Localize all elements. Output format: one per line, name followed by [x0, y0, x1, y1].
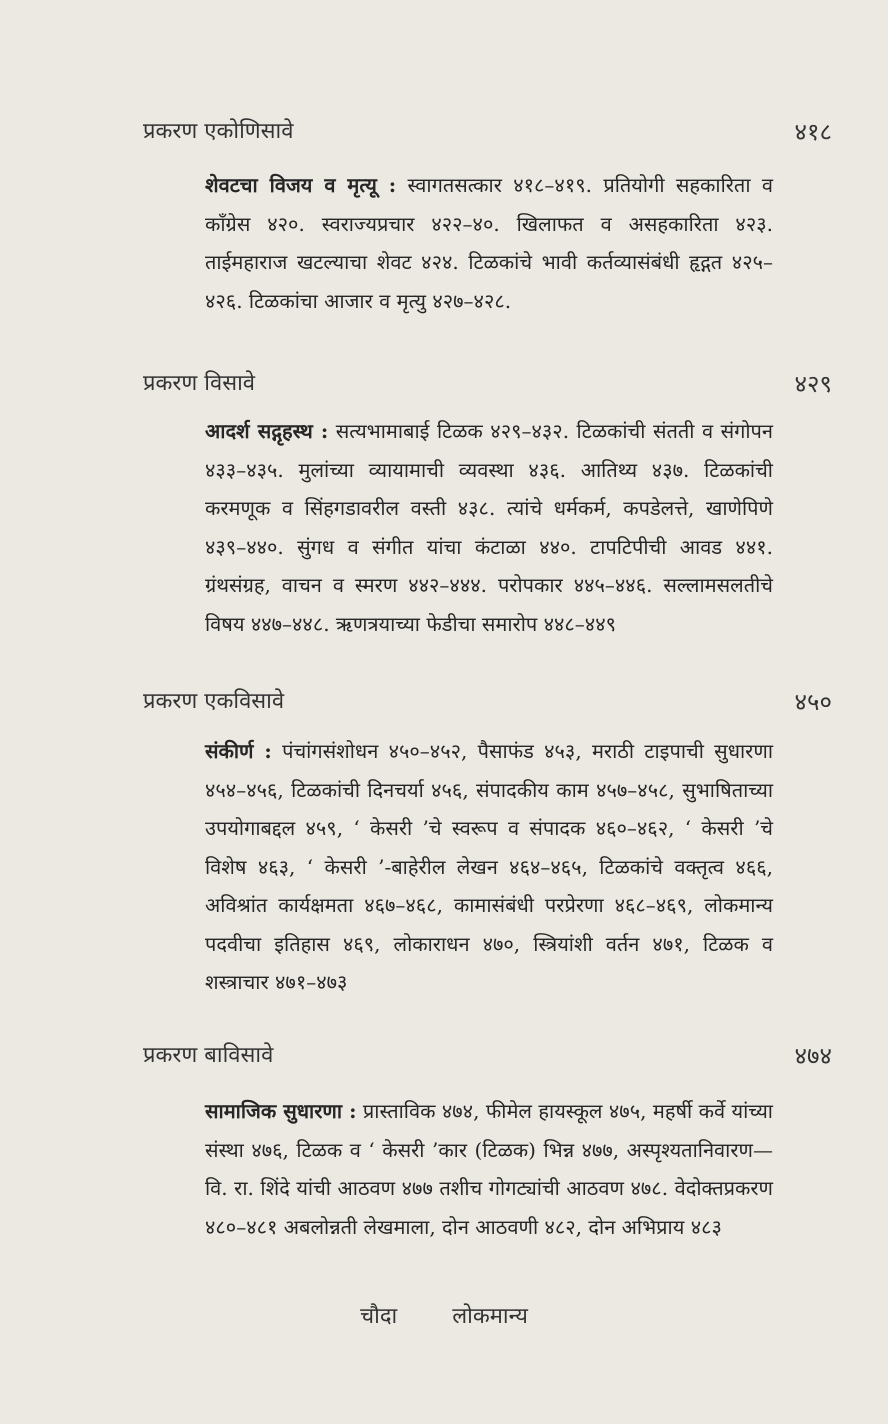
chapter-contents	[205, 412, 773, 643]
chapter-topic: सामाजिक सुधारणा :	[205, 1099, 357, 1123]
footer-book-title: लोकमान्य	[452, 1304, 528, 1329]
chapter-topic: आदर्श सद्गृहस्थ :	[205, 419, 329, 443]
chapter-text: पंचांगसंशोधन ४५०–४५२, पैसाफंड ४५३, मराठी टाइपाची सुधारणा ४५४–४५६, टिळकांची दिनचर्या ४५६, संपादकीय काम ४५७–४५८, सुभाषिताच्या उपयोगाबद्दल ४५९, ‘ केसरी ’चे स्वरूप व संपादक ४६०–४६२, ‘ केसरी ’चे विशेष ४६३, ‘ केसरी ’-बाहेरील लेखन ४६४–४६५, टिळकांचे वक्तृत्व ४६६, अविश्रांत कार्यक्षमता ४६७–४६८, कामासंबंधी परप्रेरणा ४६८–४६९, लोकमान्य पदवीचा इतिहास ४६९, लोकाराधन ४७०, स्त्रियांशी वर्तन ४७१, टिळक व शस्त्राचार ४७१–४७३	[205, 739, 774, 994]
chapter-text: स्वागतसत्कार ४१८–४१९. प्रतियोगी सहकारिता व कॉंग्रेस ४२०. स्वराज्यप्रचार ४२२–४०. खिलाफत व असहकारिता ४२३. ताईमहाराज खटल्याचा शेवट ४२४. टिळकांचे भावी कर्तव्यासंबंधी हृद्गत ४२५–४२६. टिळकांचा आजार व मृत्यु ४२७–४२८.	[205, 173, 773, 313]
chapter-text: सत्यभामाबाई टिळक ४२९–४३२. टिळकांची संतती व संगोपन ४३३–४३५. मुलांच्या व्यायामाची व्यवस्था ४३६. आतिथ्य ४३७. टिळकांची करमणूक व सिंहगडावरील वस्ती ४३८. त्यांचे धर्मकर्म, कपडेलत्ते, खाणेपिणे ४३९–४४०. सुंगध व संगीत यांचा कंटाळा ४४०. टापटिपीची आवड ४४१. ग्रंथसंग्रह, वाचन व स्मरण ४४२–४४४. परोपकार ४४५–४४६. सल्लामसलतीचे विषय ४४७–४४८. ऋणत्रयाच्या फेडीचा समारोप ४४८–४४९	[205, 419, 773, 636]
chapter-contents	[205, 1092, 773, 1246]
chapter-text: प्रास्ताविक ४७४, फीमेल हायस्कूल ४७५, महर्षी कर्वे यांच्या संस्था ४७६, टिळक व ‘ केसरी ’कार (टिळक) भिन्न ४७७, अस्पृश्यतानिवारण—वि. रा. शिंदे यांची आठवण ४७७ तशीच गोगट्यांची आठवण ४७८. वेदोक्तप्रकरण ४८०–४८१ अबलोन्नती लेखमाला, दोन आठवणी ४८२, दोन अभिप्राय ४८३	[205, 1099, 773, 1239]
chapter-title: प्रकरण बाविसावे	[143, 1043, 274, 1068]
chapter-page-number: ४७४	[794, 1042, 832, 1070]
chapter-page-number: ४५०	[794, 688, 832, 716]
chapter-21	[0, 680, 888, 994]
page-footer	[0, 1300, 888, 1330]
chapter-22	[0, 1034, 888, 1239]
chapter-contents	[205, 166, 773, 320]
chapter-page-number: ४१८	[794, 118, 832, 146]
chapter-title: प्रकरण एकविसावे	[143, 689, 285, 714]
chapter-heading	[0, 110, 888, 154]
chapter-19	[0, 110, 888, 313]
chapter-title: प्रकरण विसावे	[143, 371, 256, 396]
footer-page-label: चौदा	[360, 1304, 398, 1329]
chapter-heading	[0, 680, 888, 724]
chapter-title: प्रकरण एकोणिसावे	[143, 119, 294, 144]
chapter-topic: संकीर्ण :	[205, 739, 272, 763]
chapter-heading	[0, 1034, 888, 1078]
chapter-20	[0, 362, 888, 636]
chapter-page-number: ४२९	[794, 370, 832, 398]
chapter-heading	[0, 362, 888, 406]
chapter-topic: शेवटचा विजय व मृत्यू :	[205, 173, 397, 197]
chapter-contents	[205, 732, 773, 1002]
